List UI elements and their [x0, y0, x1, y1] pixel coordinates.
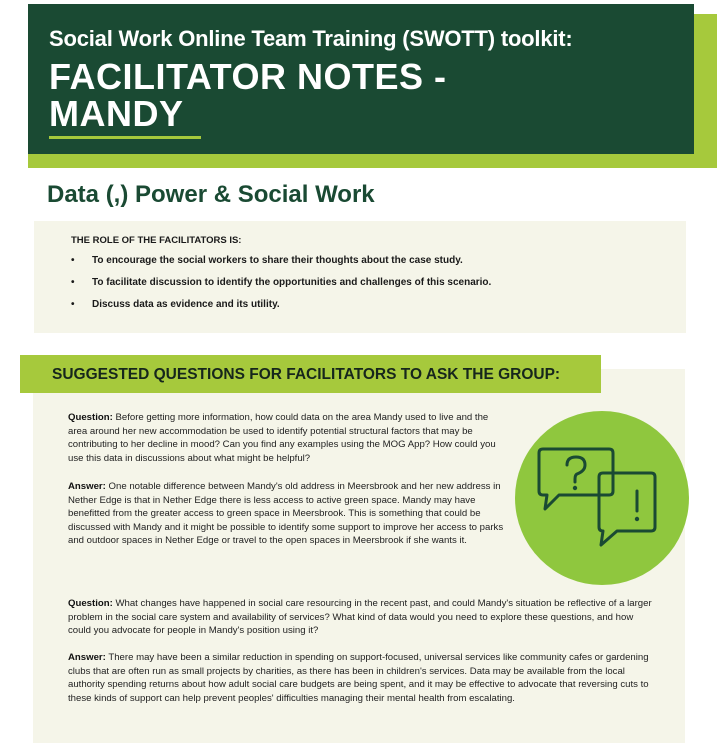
answer-label: Answer: — [68, 481, 106, 492]
page-title — [49, 58, 446, 132]
title-line-1: FACILITATOR NOTES - — [49, 56, 447, 97]
question-text: What changes have happened in social care resourcing in the recent past, and could Mandy's situation be reflective of a larger problem in the social care system and availability of services? What kind of data would you need to explore these questions, and how could you advocate for people in Mandy's position using it? — [68, 598, 652, 637]
title-line-2: MANDY — [49, 93, 184, 134]
roles-list — [71, 254, 491, 320]
section-title: Data (,) Power & Social Work — [47, 181, 375, 208]
answer-text: There may have been a similar reduction in spending on support-focused, universal services like community cafes or gardening clubs that are often run as small projects by charities, as there has been in children's services. Data may be available from the local authority spending returns about how adult social care budgets are being spent, and it may be effective to advocate that reversing cuts to these kinds of support can help prevent peoples' difficulties managing their mental health from escalating. — [68, 652, 649, 704]
answer-2 — [68, 651, 658, 705]
answer-label: Answer: — [68, 652, 106, 663]
question-label: Question: — [68, 412, 113, 423]
answer-1 — [68, 480, 508, 548]
roles-heading: THE ROLE OF THE FACILITATORS IS: — [71, 235, 242, 246]
question-label: Question: — [68, 598, 113, 609]
list-item: • To facilitate discussion to identify the opportunities and challenges of this scenario. — [71, 276, 491, 298]
question-text: Before getting more information, how could data on the area Mandy used to live and the area around her new accommodation be used to identify potential structural factors that may be contributing to her decline in mood? Can you find any examples using the MOG App? How could you use this data in discussions about what might be helpful? — [68, 412, 496, 464]
list-item: • To encourage the social workers to share their thoughts about the case study. — [71, 254, 491, 276]
questions-heading: SUGGESTED QUESTIONS FOR FACILITATORS TO ASK THE GROUP: — [52, 366, 561, 383]
answer-text: One notable difference between Mandy's old address in Meersbrook and her new address in Nether Edge is that in Nether Edge there is less access to active green space. Mandy may have benefitted from the greater access to green space in Meersbrook. This is something that could be discussed with Mandy and it might be possible to identify some support to improve her access to parks and outdoor spaces in Nether Edge or travel to the open spaces in Meersbrook if she wants it. — [68, 481, 504, 547]
title-underline — [49, 136, 201, 139]
header-subtitle: Social Work Online Team Training (SWOTT) toolkit: — [49, 26, 573, 51]
question-2 — [68, 597, 658, 638]
speech-bubbles-icon — [515, 411, 689, 585]
question-1 — [68, 411, 498, 465]
list-item: • Discuss data as evidence and its utility. — [71, 298, 491, 320]
